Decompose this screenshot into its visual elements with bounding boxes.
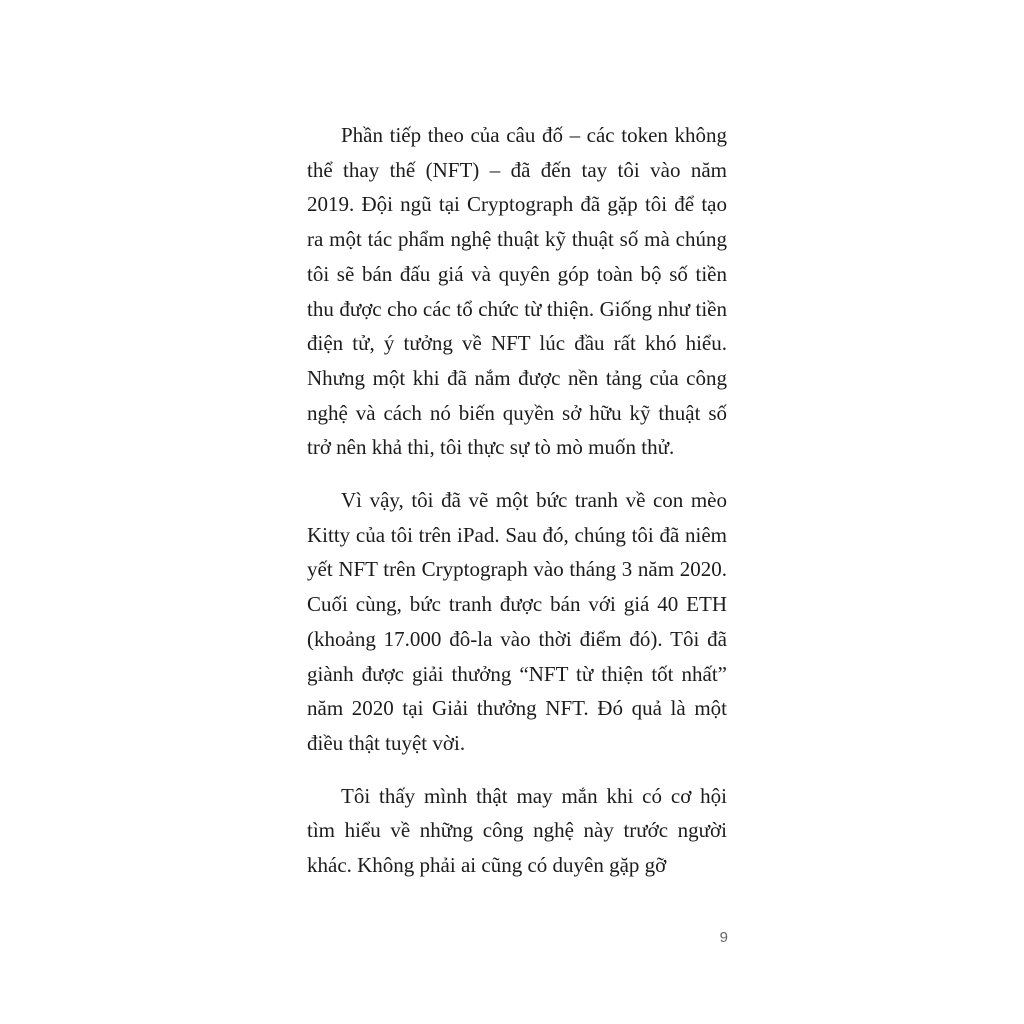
paragraph-3: Tôi thấy mình thật may mắn khi có cơ hội tìm hiểu về những công nghệ này trước người khác. Không phải ai cũng có duyên gặp gỡ (307, 783, 727, 878)
paragraph-2: Vì vậy, tôi đã vẽ một bức tranh về con mèo Kitty của tôi trên iPad. Sau đó, chúng tôi đã niêm yết NFT trên Cryptograph vào tháng 3 năm 2020. Cuối cùng, bức tranh được bán với giá 40 ETH (khoảng 17.000 đô-la vào thời điểm đó). Tôi đã giành được giải thưởng “NFT từ thiện tốt nhất” năm 2020 tại Giải thưởng NFT. Đó quả là một điều thật tuyệt vời. (307, 488, 727, 755)
page-number: 9 (719, 929, 728, 946)
body-text (307, 118, 727, 883)
paragraph-1: Phần tiếp theo của câu đố – các token không thể thay thế (NFT) – đã đến tay tôi vào năm 2019. Đội ngũ tại Cryptograph đã gặp tôi để tạo ra một tác phẩm nghệ thuật kỹ thuật số mà chúng tôi sẽ bán đấu giá và quyên góp toàn bộ số tiền thu được cho các tổ chức từ thiện. Giống như tiền điện tử, ý tưởng về NFT lúc đầu rất khó hiểu. Nhưng một khi đã nắm được nền tảng của công nghệ và cách nó biến quyền sở hữu kỹ thuật số trở nên khả thi, tôi thực sự tò mò muốn thử. (307, 123, 727, 460)
